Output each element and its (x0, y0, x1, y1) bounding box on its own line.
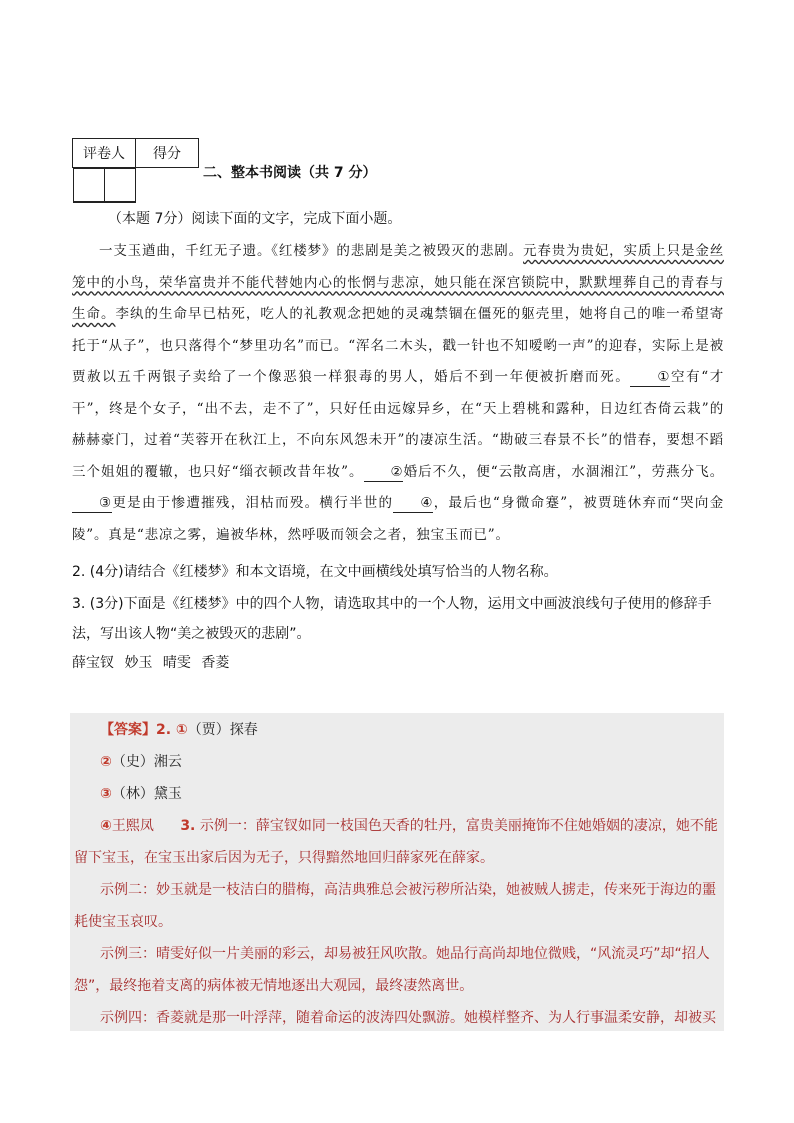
fill-blank-2: ② (364, 463, 404, 482)
question-3: 3. (3分)下面是《红楼梦》中的四个人物，请选取其中的一个人物，运用文中画波浪线句子使用的修辞手法，写出该人物“美之被毁灭的悲剧”。 (72, 596, 712, 642)
fill-blank-4: ④ (393, 494, 433, 513)
passage-text-2: 李纨的生命早已枯死，吃人的礼教观念把她的灵魂禁锢在僵死的躯壳里，她将自己的唯一希望寄托于“从子”，也只落得个“梦里功名”而已。“浑名二木头，戳一针也不知嗳哟一声”的迎春，实际上是被贾赦以五千两银子卖给了一个像恶狼一样狠毒的男人，婚后不到一年便被折磨而死。 (72, 306, 724, 385)
answer-3-text: （林）黛玉 (111, 786, 182, 802)
example-1-line-a: 示例一：薛宝钗如同一枝国色天香的牡丹，富贵美丽掩饰不住她婚姻的凄凉，她不能 (199, 818, 718, 834)
example-2-line-a: 示例二：妙玉就是一枝洁白的腊梅，高洁典雅总会被污秽所沾染，她被贼人掳走，传来死于海边的噩 (100, 882, 716, 898)
answer-2-text: （史）湘云 (111, 754, 182, 770)
answer-2-number: ② (100, 754, 112, 770)
grader-header: 评卷人 (73, 139, 136, 168)
answer-3-number: ③ (100, 786, 112, 802)
passage-text-1: 一支玉遒曲，千红无子遗。《红楼梦》的悲剧是美之被毁灭的悲剧。 (99, 243, 524, 259)
answer-1-number: 2. ① (156, 722, 188, 738)
grading-table (72, 138, 199, 203)
character-options: 薛宝钗 妙玉 晴雯 香菱 (72, 655, 230, 671)
answer-label: 【答案】 (100, 722, 156, 738)
answer-4-number: ④ (100, 818, 112, 834)
example-4-line-a: 示例四：香菱就是那一叶浮萍，随着命运的波涛四处飘游。她模样整齐、为人行事温柔安静，却被买 (100, 1010, 716, 1026)
grader-cell (73, 169, 104, 202)
fill-blank-3: ③ (72, 494, 112, 513)
answer-line-1 (100, 719, 258, 741)
fill-blank-1: ① (630, 368, 670, 387)
answer-4-text: 王熙凤 (111, 818, 154, 834)
answer-line-3 (100, 783, 182, 805)
example-2-line-b: 耗使宝玉哀叹。 (74, 914, 172, 930)
answer-line-4 (100, 815, 718, 837)
reading-passage (72, 236, 724, 551)
passage-text-3: 空有“才干”，终是个女子，“出不去，走不了”，只好任由远嫁异乡，在“天上碧桃和露种，日边红杏倚云栽”的赫赫豪门，过着“芙蓉开在秋江上，不向东风怨未开”的凄凉生活。“勘破三春景不长”的惜春，要想不蹈三个姐姐的覆辙，也只好“缁衣顿改昔年妆”。 (72, 369, 724, 480)
example-3-line-b: 怨”，最终拖着支离的病体被无情地逐出大观园，最终凄然离世。 (74, 978, 474, 994)
passage-text-6: ，最后也“身微命蹇”，被贾琏休弃而“哭向金陵”。真是“悲凉之雾，遍被华林，然呼吸而领会之者，独宝玉而已”。 (72, 495, 724, 543)
question-2: 2. (4分)请结合《红楼梦》和本文语境，在文中画横线处填写恰当的人物名称。 (72, 564, 558, 580)
question-intro: （本题 7分）阅读下面的文字，完成下面小题。 (108, 211, 402, 227)
answer-q3-number: 3. (180, 818, 196, 834)
passage-text-5: 更是由于惨遭摧残，泪枯而殁。横行半世的 (111, 495, 394, 511)
answer-block (70, 713, 724, 1031)
example-1-line-b: 留下宝玉，在宝玉出家后因为无子，只得黯然地回归薛家死在薛家。 (74, 850, 494, 866)
wavy-underlined-sentence: 元春贵为贵妃，实质上只是金丝笼中的小鸟，荣华富贵并不能代替她内心的怅惘与悲凉，她只能在深宫锁院中，默默埋葬自己的青春与生命。 (72, 243, 725, 322)
example-3-line-a: 示例三：晴雯好似一片美丽的彩云，却易被狂风吹散。她品行高尚却地位微贱，“风流灵巧”却“招人 (100, 946, 710, 962)
score-header: 得分 (136, 139, 199, 168)
section-title: 二、整本书阅读（共 7 分） (203, 165, 377, 181)
passage-text-4: 婚后不久，便“云散高唐，水涸湘江”，劳燕分飞。 (403, 463, 725, 480)
answer-line-2 (100, 751, 182, 773)
score-cell (104, 169, 135, 202)
answer-1-text: （贾）探春 (187, 722, 258, 738)
